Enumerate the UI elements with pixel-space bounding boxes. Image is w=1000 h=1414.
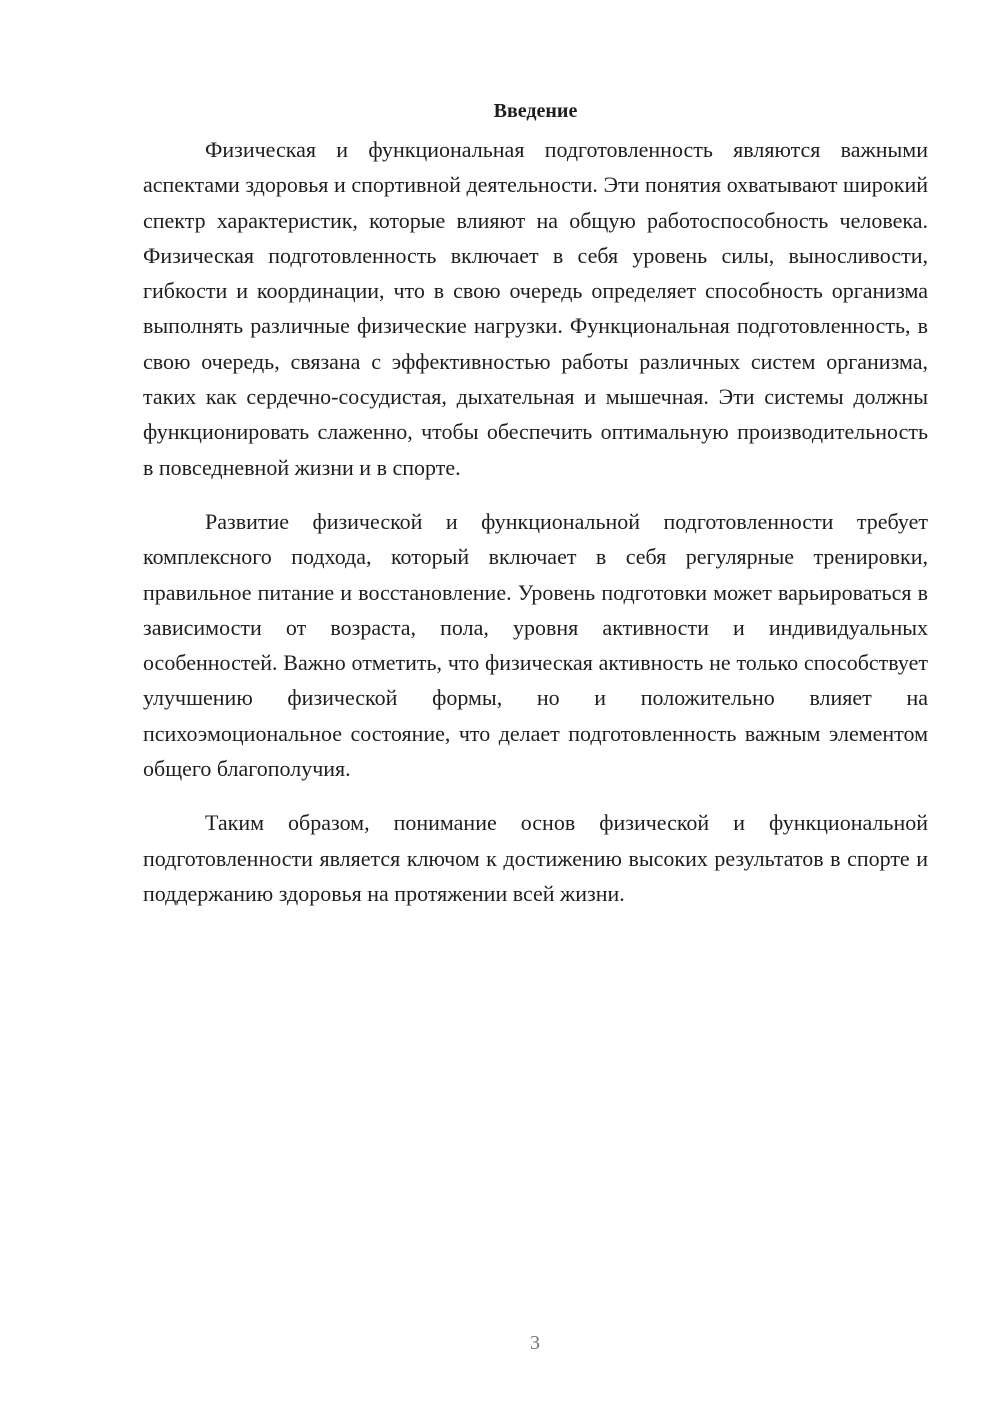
section-title: Введение — [493, 100, 578, 122]
paragraph-3: Таким образом, понимание основ физической и функциональной подготовленности является ключом к достижению высоких результатов в спорте и поддержанию здоровья на протяжении всей жизни. — [143, 810, 928, 906]
paragraph-2: Развитие физической и функциональной подготовленности требует комплексного подхода, который включает в себя регулярные тренировки, правильное питание и восстановление. Уровень подготовки может варьироваться в зависимости от возраста, пола, уровня активности и индивидуальных особенностей. Важно отметить, что физическая активность не только способствует улучшению физической формы, но и положительно влияет на психоэмоциональное состояние, что делает подготовленность важным элементом общего благополучия. — [143, 508, 928, 782]
page-number: 3 — [530, 1332, 540, 1354]
paragraph-1: Физическая и функциональная подготовленность являются важными аспектами здоровья и спортивной деятельности. Эти понятия охватывают широкий спектр характеристик, которые влияют на общую работоспособность человека. Физическая подготовленность включает в себя уровень силы, выносливости, гибкости и координации, что в свою очередь определяет способность организма выполнять различные физические нагрузки. Функциональная подготовленность, в свою очередь, связана с эффективностью работы различных систем организма, таких как сердечно-сосудистая, дыхательная и мышечная. Эти системы должны функционировать слаженно, чтобы обеспечить оптимальную производительность в повседневной жизни и в спорте. — [143, 137, 928, 480]
page-content — [143, 94, 928, 930]
